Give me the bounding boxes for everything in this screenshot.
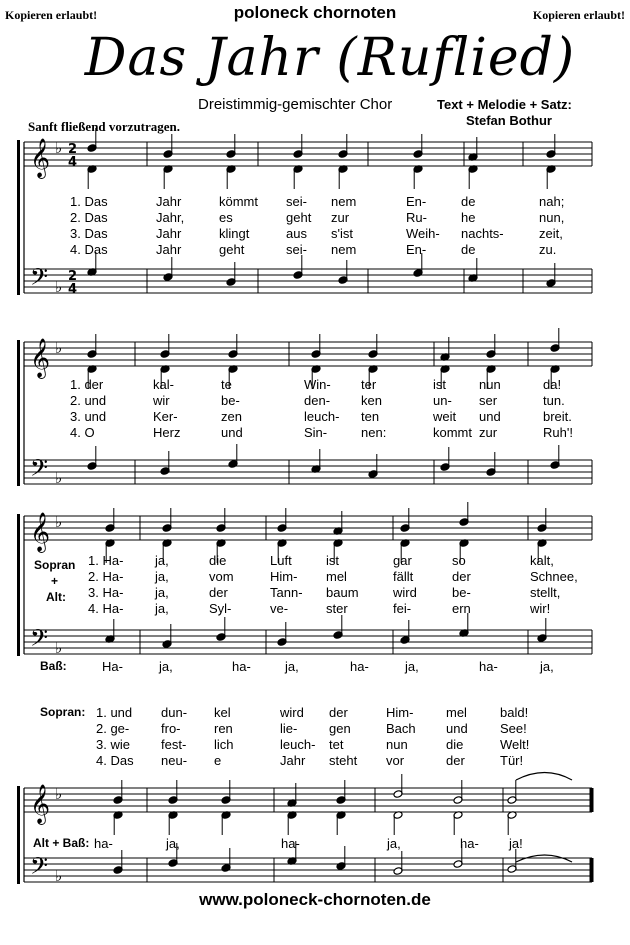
lyric-syllable: 3. wie <box>96 737 130 752</box>
lyric-syllable: gen <box>329 721 351 736</box>
lyric-syllable: tun. <box>543 393 565 408</box>
lyric-syllable: wird <box>393 585 417 600</box>
lyric-syllable: wir! <box>530 601 551 616</box>
lyric-syllable: zu. <box>539 242 557 257</box>
lyric-syllable: ve- <box>270 601 289 616</box>
lyric-syllable: kel <box>214 705 231 720</box>
lyric-syllable: un- <box>433 393 452 408</box>
lyric-syllable: nem <box>331 242 357 257</box>
composer-name: Stefan Bothur <box>466 113 552 128</box>
lyric-syllable: be- <box>221 393 240 408</box>
bass-lyric-syllable: ja, <box>159 659 173 674</box>
lyric-syllable: Him- <box>270 569 298 584</box>
lyric-syllable: Win- <box>304 377 331 392</box>
voice-label-sopran: Sopran: <box>40 705 86 719</box>
alt-bass-lyric-syllable: ja! <box>509 836 523 851</box>
lyric-syllable: sei- <box>286 242 307 257</box>
alt-bass-lyric-syllable: ha- <box>281 836 300 851</box>
lyric-syllable: En- <box>406 194 427 209</box>
lyric-syllable: Jahr <box>156 194 182 209</box>
lyric-syllable: ster <box>326 601 348 616</box>
bass-lyric-syllable: ha- <box>479 659 498 674</box>
voice-label-plus: + <box>51 574 59 588</box>
lyric-syllable: fest- <box>161 737 187 752</box>
system-1-bass-clef: 𝄢 <box>30 263 49 296</box>
lyric-syllable: 4. O <box>70 425 95 440</box>
lyric-syllable: Jahr <box>156 226 182 241</box>
system-4-bracket <box>17 786 20 884</box>
lyric-syllable: nun, <box>539 210 565 225</box>
lyric-syllable: ten <box>361 409 380 424</box>
lyric-syllable: mel <box>326 569 347 584</box>
lyric-syllable: ja, <box>155 585 169 600</box>
lyric-syllable: 4. Ha- <box>88 601 124 616</box>
lyric-syllable: geht <box>219 242 245 257</box>
lyric-syllable: nun <box>386 737 408 752</box>
lyric-syllable: der <box>446 753 465 768</box>
system-1-time-sig: 4 <box>68 282 78 297</box>
system-1-key-flat: ♭ <box>55 278 63 296</box>
lyric-syllable: 4. Das <box>96 753 134 768</box>
lyric-syllable: Schnee, <box>530 569 578 584</box>
copy-notice-left: Kopieren erlaubt! <box>5 8 98 22</box>
bass-lyric-syllable: ja, <box>405 659 419 674</box>
lyric-syllable: sei- <box>286 194 307 209</box>
alt-bass-lyric-syllable: ja, <box>166 836 180 851</box>
lyric-syllable: s'ist <box>331 226 353 241</box>
lyric-syllable: 2. ge- <box>96 721 130 736</box>
lyric-syllable: weit <box>433 409 457 424</box>
lyric-syllable: wird <box>280 705 304 720</box>
lyric-syllable: En- <box>406 242 427 257</box>
voice-label-sopran: Sopran <box>34 558 76 572</box>
site-name: poloneck chornoten <box>233 3 397 22</box>
lyric-syllable: der <box>329 705 348 720</box>
lyric-syllable: breit. <box>543 409 572 424</box>
lyric-syllable: kal- <box>153 377 174 392</box>
lyric-syllable: Him- <box>386 705 414 720</box>
system-2-key-flat: ♭ <box>55 339 63 357</box>
lyric-syllable: See! <box>500 721 527 736</box>
lyric-syllable: kömmt <box>219 194 258 209</box>
lyric-syllable: Syl- <box>209 601 232 616</box>
choir-setting: Dreistimmig-gemischter Chor <box>198 96 393 113</box>
lyric-syllable: Tür! <box>500 753 524 768</box>
lyric-syllable: ja, <box>155 569 169 584</box>
system-2-bass-clef: 𝄢 <box>30 454 49 487</box>
lyric-syllable: klingt <box>219 226 250 241</box>
lyric-syllable: mel <box>446 705 467 720</box>
lyric-syllable: Luft <box>270 553 292 568</box>
lyric-syllable: Jahr <box>280 753 306 768</box>
system-3-bracket <box>17 514 20 656</box>
system-1-time-sig: 4 <box>68 155 78 170</box>
system-2-treble-clef: 𝄞 <box>30 338 51 378</box>
lyric-syllable: die <box>209 553 227 568</box>
lyric-syllable: der <box>209 585 228 600</box>
system-1-key-flat: ♭ <box>55 139 63 157</box>
lyric-syllable: Weih- <box>406 226 440 241</box>
tempo-marking: Sanft fließend vorzutragen. <box>28 119 181 134</box>
lyric-syllable: nen: <box>361 425 387 440</box>
lyric-syllable: 2. und <box>70 393 107 408</box>
lyric-syllable: ja, <box>155 553 169 568</box>
voice-label-alt: Alt: <box>46 590 66 604</box>
lyric-syllable: stellt, <box>530 585 561 600</box>
lyric-syllable: Sin- <box>304 425 328 440</box>
lyric-syllable: te <box>221 377 232 392</box>
lyric-syllable: ken <box>361 393 382 408</box>
lyric-syllable: 1. Ha- <box>88 553 124 568</box>
bass-lyric-syllable: ha- <box>350 659 369 674</box>
lyric-syllable: ist <box>326 553 339 568</box>
lyric-syllable: gar <box>393 553 412 568</box>
lyric-syllable: leuch- <box>304 409 340 424</box>
lyric-syllable: e <box>214 753 222 768</box>
lyric-syllable: Welt! <box>500 737 530 752</box>
lyric-syllable: nun <box>479 377 501 392</box>
system-4-treble-clef: 𝄞 <box>30 784 51 824</box>
system-4-bass-clef: 𝄢 <box>30 852 49 885</box>
lyric-syllable: Herz <box>153 425 181 440</box>
lyric-syllable: es <box>219 210 233 225</box>
lyric-syllable: so <box>452 553 466 568</box>
system-3-key-flat: ♭ <box>55 513 63 531</box>
voice-label-bass: Baß: <box>40 659 67 673</box>
system-4-key-flat: ♭ <box>55 867 63 885</box>
lyric-syllable: Ruh'! <box>543 425 573 440</box>
lyric-syllable: be- <box>452 585 471 600</box>
lyric-syllable: tet <box>329 737 344 752</box>
lyric-syllable: nachts- <box>461 226 504 241</box>
lyric-syllable: vom <box>209 569 234 584</box>
system-1-time-sig: 2 <box>68 269 78 284</box>
lyric-syllable: de <box>461 242 476 257</box>
lyric-syllable: und <box>479 409 501 424</box>
lyric-syllable: kommt <box>433 425 472 440</box>
lyric-syllable: vor <box>386 753 405 768</box>
lyric-syllable: zur <box>331 210 350 225</box>
lyric-syllable: Jahr <box>156 242 182 257</box>
lyric-syllable: de <box>461 194 476 209</box>
alt-bass-lyric-syllable: ha- <box>94 836 113 851</box>
lyric-syllable: die <box>446 737 464 752</box>
lyric-syllable: fro- <box>161 721 181 736</box>
lyric-syllable: Jahr, <box>156 210 185 225</box>
lyric-syllable: ser <box>479 393 498 408</box>
lyric-syllable: kalt, <box>530 553 554 568</box>
system-1-treble-clef: 𝄞 <box>30 138 51 178</box>
lyric-syllable: Bach <box>386 721 416 736</box>
lyric-syllable: und <box>221 425 243 440</box>
lyric-syllable: nem <box>331 194 357 209</box>
system-1-time-sig: 2 <box>68 142 78 157</box>
lyric-syllable: bald! <box>500 705 529 720</box>
footer-website: www.poloneck-chornoten.de <box>199 890 431 909</box>
song-title: Das Jahr (Ruflied) <box>84 28 576 88</box>
lyric-syllable: zeit, <box>539 226 563 241</box>
voice-label-alt-bass: Alt + Baß: <box>33 836 90 850</box>
system-2-bracket <box>17 340 20 486</box>
lyric-syllable: 3. Ha- <box>88 585 124 600</box>
alt-bass-lyric-syllable: ja, <box>387 836 401 851</box>
lyric-syllable: Ru- <box>406 210 427 225</box>
lyric-syllable: 2. Ha- <box>88 569 124 584</box>
lyric-syllable: 3. Das <box>70 226 108 241</box>
lyric-syllable: nah; <box>539 194 565 209</box>
lyric-syllable: da! <box>543 377 562 392</box>
lyric-syllable: ern <box>452 601 471 616</box>
bass-lyric-syllable: ha- <box>232 659 251 674</box>
lyric-syllable: steht <box>329 753 358 768</box>
lyric-syllable: 1. der <box>70 377 104 392</box>
system-2-key-flat: ♭ <box>55 469 63 487</box>
bass-lyric-syllable: Ha- <box>102 659 123 674</box>
system-1-bracket <box>17 140 20 295</box>
lyric-syllable: he <box>461 210 476 225</box>
lyric-syllable: 1. Das <box>70 194 108 209</box>
lyric-syllable: neu- <box>161 753 188 768</box>
lyric-syllable: ja, <box>155 601 169 616</box>
lyric-syllable: dun- <box>161 705 188 720</box>
system-3-key-flat: ♭ <box>55 639 63 657</box>
lyric-syllable: lich <box>214 737 234 752</box>
lyric-syllable: ist <box>433 377 446 392</box>
lyric-syllable: zur <box>479 425 498 440</box>
bass-lyric-syllable: ja, <box>540 659 554 674</box>
alt-bass-lyric-syllable: ha- <box>460 836 479 851</box>
system-3-bass-clef: 𝄢 <box>30 624 49 657</box>
lyric-syllable: leuch- <box>280 737 316 752</box>
final-tie <box>516 773 572 781</box>
lyric-syllable: Ker- <box>153 409 178 424</box>
lyric-syllable: ter <box>361 377 377 392</box>
system-4-key-flat: ♭ <box>55 785 63 803</box>
lyric-syllable: lie- <box>280 721 298 736</box>
lyric-syllable: der <box>452 569 471 584</box>
lyric-syllable: den- <box>304 393 331 408</box>
copy-notice-right: Kopieren erlaubt! <box>532 8 625 22</box>
system-3-treble-clef: 𝄞 <box>30 512 51 552</box>
lyric-syllable: aus <box>286 226 307 241</box>
bass-lyric-syllable: ja, <box>285 659 299 674</box>
lyric-syllable: fei- <box>393 601 412 616</box>
lyric-syllable: fällt <box>393 569 414 584</box>
lyric-syllable: ren <box>214 721 233 736</box>
lyric-syllable: 3. und <box>70 409 107 424</box>
lyric-syllable: und <box>446 721 468 736</box>
lyric-syllable: 1. und <box>96 705 133 720</box>
lyric-syllable: geht <box>286 210 312 225</box>
lyric-syllable: baum <box>326 585 359 600</box>
lyric-syllable: wir <box>153 393 170 408</box>
lyric-syllable: Tann- <box>270 585 303 600</box>
credit-line: Text + Melodie + Satz: <box>437 97 572 112</box>
lyric-syllable: zen <box>221 409 242 424</box>
lyric-syllable: 2. Das <box>70 210 108 225</box>
lyric-syllable: 4. Das <box>70 242 108 257</box>
